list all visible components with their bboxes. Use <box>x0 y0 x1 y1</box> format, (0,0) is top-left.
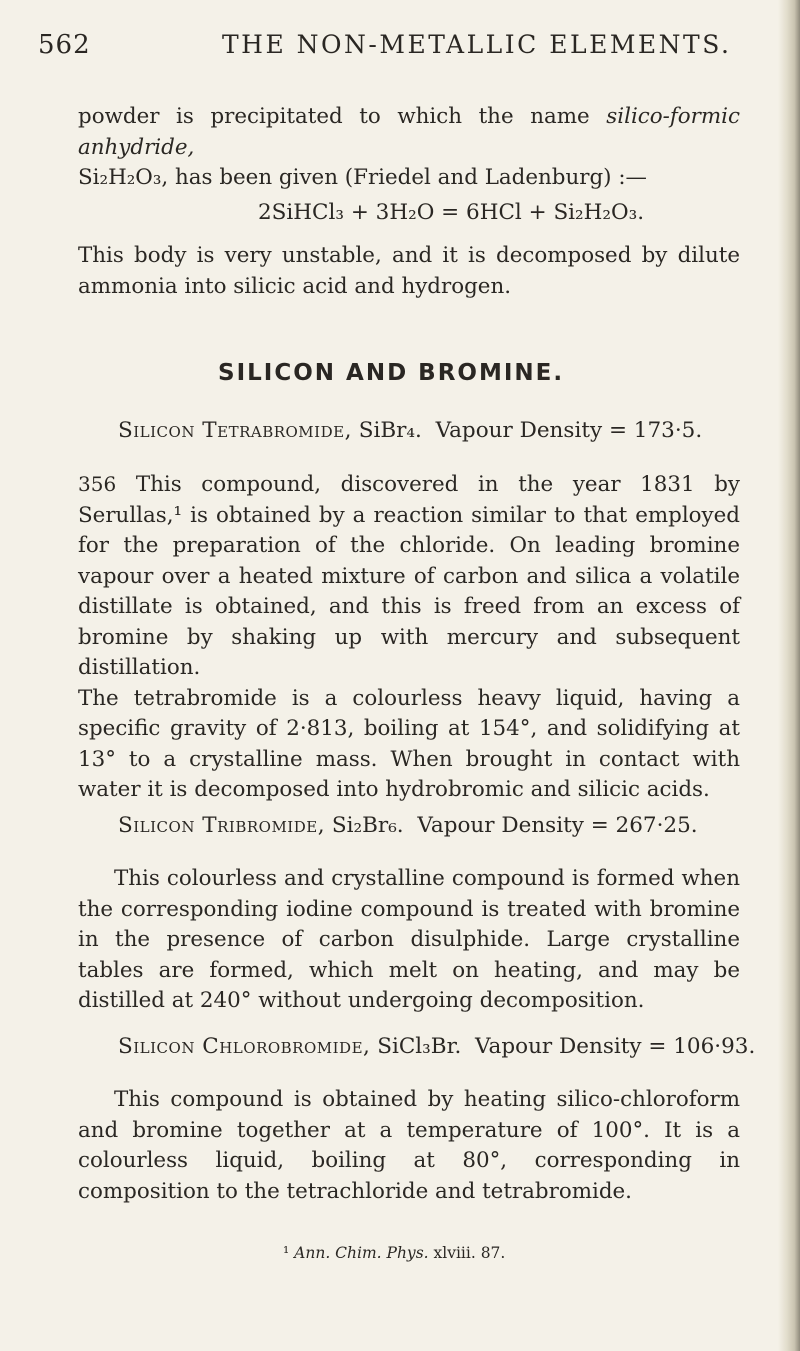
chlorobromide-paragraph <box>78 1085 740 1207</box>
footnote <box>283 1244 505 1262</box>
section-heading: SILICON AND BROMINE. <box>218 360 565 386</box>
page-number: 562 <box>38 30 91 60</box>
page-edge-shadow <box>778 0 800 1351</box>
intro-italic-term: silico-formic anhydride, <box>78 104 740 160</box>
chlorobromide-text: This compound is obtained by heating silico-chloroform and bromine together at a temperature of 100°. It is a colourless liquid, boiling at 80°, corresponding in composition to the tetrachloride and tetrabromide. <box>78 1087 740 1204</box>
chlorobromide-formula: SiCl₃Br. <box>377 1034 462 1059</box>
tetrabromide-density: Vapour Density = 173·5. <box>435 418 703 443</box>
chlorobromide-density: Vapour Density = 106·93. <box>475 1034 756 1059</box>
tribromide-name: Silicon Tribromide, <box>118 813 326 838</box>
intro-line2-text: , has been given (Friedel and Ladenburg) :— <box>161 165 647 190</box>
tetrabromide-text-2: The tetrabromide is a colourless heavy liquid, having a specific gravity of 2·813, boiling at 154°, and solidifying at 13° to a crystalline mass. When brought in contact with water it is decomposed into hydrobromic and silicic acids. <box>78 685 740 802</box>
tribromide-text: This colourless and crystalline compound is formed when the corresponding iodine compound is treated with bromine in the presence of carbon disulphide. Large crystalline tables are formed, which melt on heating, and may be distilled at 240° without undergoing decomposition. <box>78 866 740 1013</box>
footnote-ref: xlviii. 87. <box>433 1244 506 1262</box>
intro-body-text: This body is very unstable, and it is decomposed by dilute ammonia into silicic acid and hydrogen. <box>78 243 740 299</box>
tribromide-paragraph <box>78 864 740 1017</box>
running-title: THE NON-METALLIC ELEMENTS. <box>222 30 732 59</box>
intro-formula: Si₂H₂O₃ <box>78 165 162 190</box>
footnote-marker: ¹ <box>283 1244 290 1262</box>
footnote-source: Ann. Chim. Phys. <box>294 1244 429 1262</box>
chlorobromide-name: Silicon Chlorobromide, <box>118 1034 371 1059</box>
intro-body <box>78 241 740 302</box>
running-header <box>38 30 758 70</box>
intro-line1-text: powder is precipitated to which the name <box>78 104 590 129</box>
chlorobromide-heading <box>118 1034 755 1059</box>
tetrabromide-formula: SiBr₄. <box>358 418 422 443</box>
tetrabromide-heading <box>118 418 702 443</box>
tribromide-formula: Si₂Br₆. <box>331 813 404 838</box>
tetrabromide-paragraph <box>78 469 740 806</box>
paragraph-number: 356 <box>78 472 117 496</box>
tribromide-density: Vapour Density = 267·25. <box>417 813 698 838</box>
tribromide-heading <box>118 813 698 838</box>
tetrabromide-name: Silicon Tetrabromide, <box>118 418 352 443</box>
intro-paragraph <box>78 102 740 194</box>
tetrabromide-text: This compound, discovered in the year 1831 by Serullas,¹ is obtained by a reaction similar to that employed for the preparation of the chloride. On leading bromine vapour over a heated mixture of carbon and silica a volatile distillate is obtained, and this is freed from an excess of bromine by shaking up with mercury and subsequent distillation. <box>78 472 740 680</box>
equation: 2SiHCl₃ + 3H₂O = 6HCl + Si₂H₂O₃. <box>258 200 645 225</box>
